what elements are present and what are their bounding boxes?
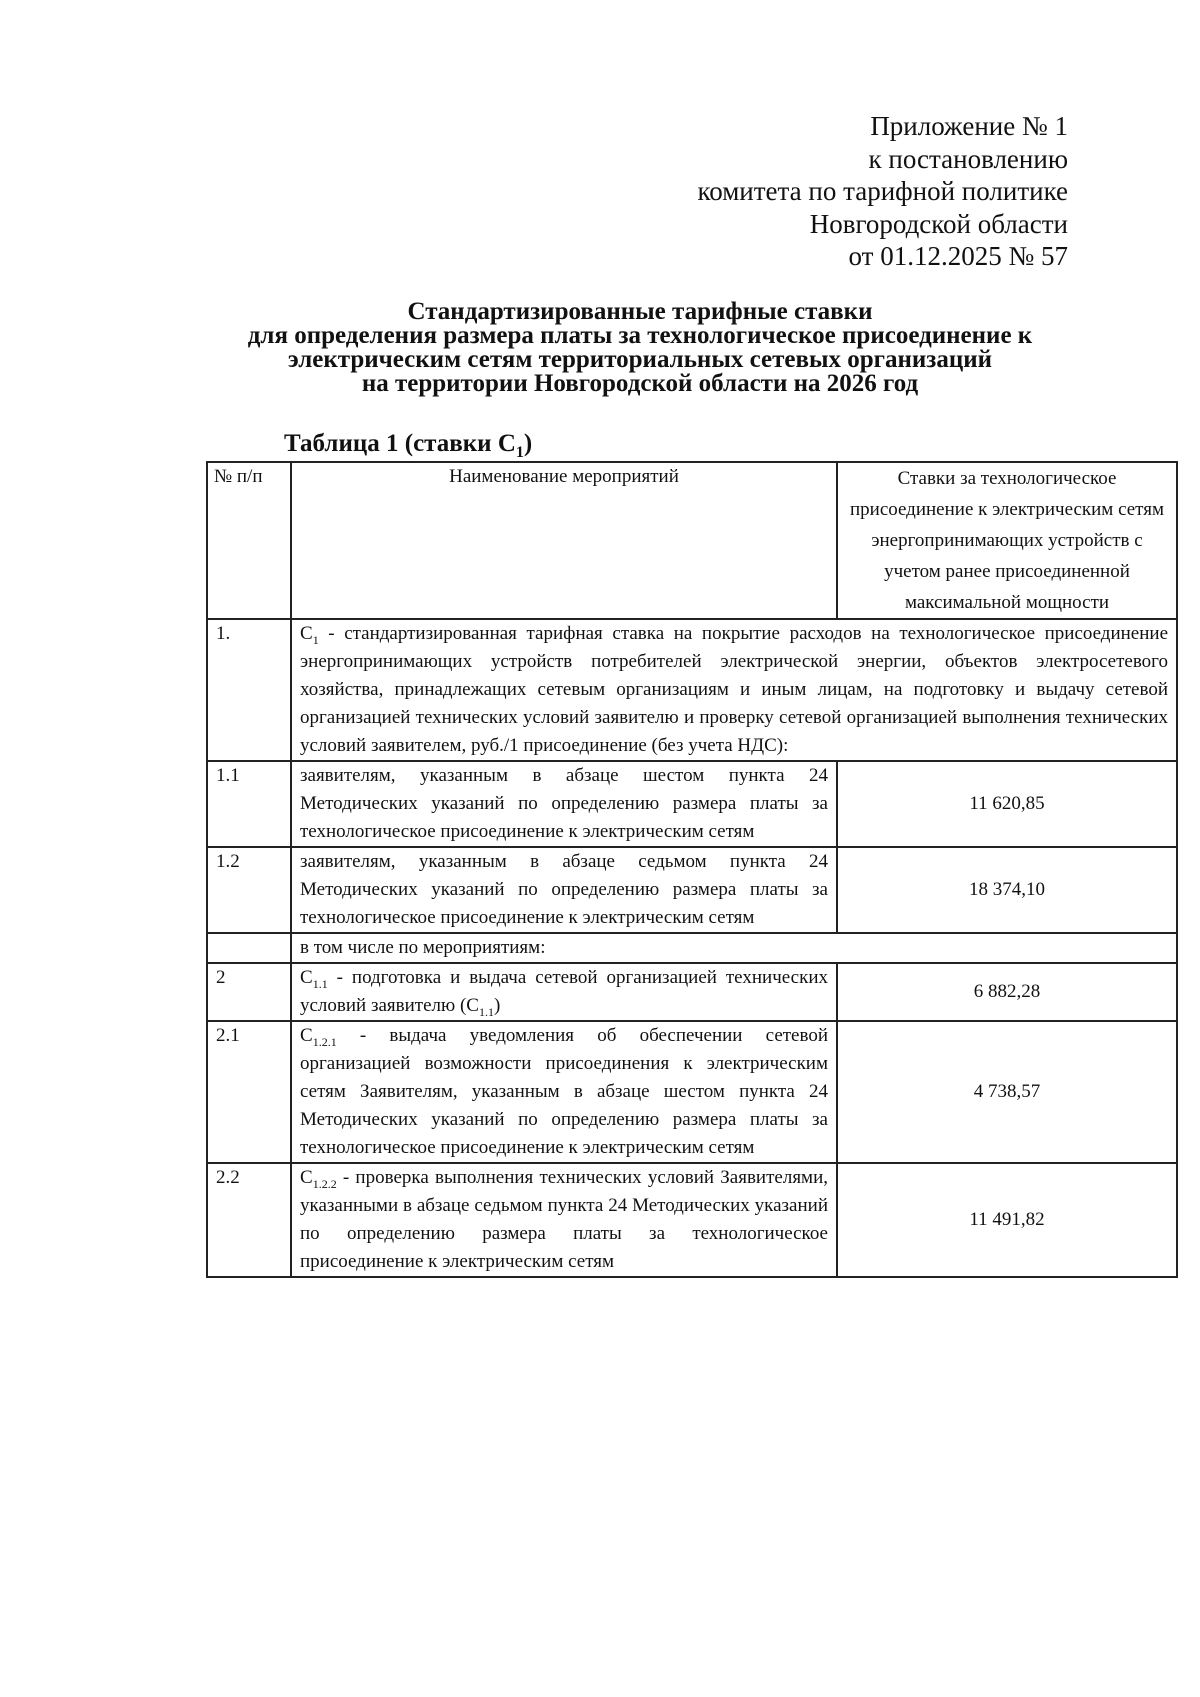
table-row <box>207 619 1177 761</box>
header-rate: Ставки за технологическое присоединение к электрическим сетям энергопринимающих устройств с учетом ранее присоединенной максимальной мощности <box>837 462 1177 619</box>
row-value: 11 491,82 <box>837 1163 1177 1277</box>
appendix-line: комитета по тарифной политике <box>697 176 1068 206</box>
document-title <box>190 300 1090 396</box>
title-line: электрическим сетям территориальных сетевых организаций <box>287 346 993 373</box>
appendix-line: Новгородской области <box>809 208 1068 239</box>
table-row <box>207 1163 1177 1277</box>
row-description: заявителям, указанным в абзаце седьмом пункта 24 Методических указаний по определению размера платы за технологическое присоединение к электрическим сетям <box>291 847 837 933</box>
table-row <box>207 847 1177 933</box>
row-num: 2 <box>207 963 291 1021</box>
appendix-line: Приложение № 1 <box>870 111 1068 141</box>
title-line: для определения размера платы за технологическое присоединение к <box>247 322 1033 349</box>
table-row <box>207 963 1177 1021</box>
table-header-row <box>207 462 1177 619</box>
row-description: в том числе по мероприятиям: <box>291 933 1177 963</box>
row-num: 2.1 <box>207 1021 291 1163</box>
table-row <box>207 933 1177 963</box>
row-value: 4 738,57 <box>837 1021 1177 1163</box>
row-num: 1. <box>207 619 291 761</box>
row-value: 11 620,85 <box>837 761 1177 847</box>
row-description: заявителям, указанным в абзаце шестом пункта 24 Методических указаний по определению размера платы за технологическое присоединение к электрическим сетям <box>291 761 837 847</box>
table-caption: Таблица 1 (ставки $С_1$) <box>284 430 533 461</box>
row-description: $С_{1.1}$ - подготовка и выдача сетевой организацией технических условий заявителю $(С_{1.1})$ <box>291 963 837 1021</box>
appendix-line: к постановлению <box>868 143 1068 174</box>
row-value: 6 882,28 <box>837 963 1177 1021</box>
appendix-date: от 01.12.2025 № 57 <box>848 241 1068 271</box>
header-num: № п/п <box>207 462 291 619</box>
row-num: 1.2 <box>207 847 291 933</box>
row-description: $С_{1.2.2}$ - проверка выполнения технических условий Заявителями, указанными в абзаце седьмом пункта 24 Методических указаний по определению размера платы за технологическое присоединение к электрическим сетям <box>291 1163 837 1277</box>
row-num <box>207 933 291 963</box>
row-description: $С_1$ - стандартизированная тарифная ставка на покрытие расходов на технологическое присоединение энергопринимающих устройств потребителей электрической энергии, объектов электросетевого хозяйства, принадлежащих сетевым организациям и иным лицам, на подготовку и выдачу сетевой организацией технических условий заявителю и проверку сетевой организацией выполнения технических условий заявителем, руб./1 присоединение (без учета НДС): <box>291 619 1177 761</box>
row-num: 1.1 <box>207 761 291 847</box>
header-name: Наименование мероприятий <box>291 462 837 619</box>
row-description: $С_{1.2.1}$ - выдача уведомления об обеспечении сетевой организацией возможности присоединения к электрическим сетям Заявителям, указанным в абзаце шестом пункта 24 Методических указаний по определению размера платы за технологическое присоединение к электрическим сетям <box>291 1021 837 1163</box>
title-line: на территории Новгородской области на 2026 год <box>361 370 919 397</box>
rates-table <box>206 461 1178 1278</box>
appendix-block <box>697 110 1068 273</box>
table-row <box>207 1021 1177 1163</box>
row-num: 2.2 <box>207 1163 291 1277</box>
title-line: Стандартизированные тарифные ставки <box>407 298 873 325</box>
row-value: 18 374,10 <box>837 847 1177 933</box>
table-row <box>207 761 1177 847</box>
